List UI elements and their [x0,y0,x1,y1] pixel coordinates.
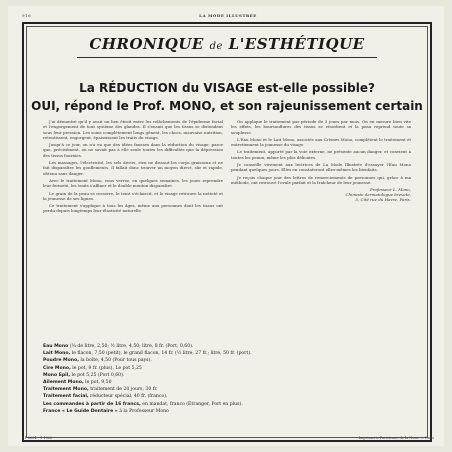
paragraph: Les massages, l'électricité, les sels divers, rien ne dissout les corps graisseux et ne fait disparaître les gonflements. Il fallait donc trouver un moyen direct, sûr et rapide, obtenu sans danger. [43,160,223,176]
price-row [43,393,415,400]
product-price: traitement de 20 jours, 30 fr. [88,387,158,393]
headline-line-2: OUI, répond le Prof. MONO, et son rajeunissement certain [31,99,423,113]
product-price: le flacon, 7,50 (petit), le grand flacon, 14 fr. (½ litre, 27 fr.; litre, 50 fr. (port). [70,351,252,357]
article-frame [22,22,432,442]
title-de: de [209,41,223,52]
product-name: Traitement facial, [43,394,89,400]
signature-address: 5, Cité rue du Havre, Paris. [355,197,411,203]
paragraph: Je reçois chaque jour des lettres de remerciements de personnes qui, grâce à ma méthode, ont retrouvé l'ovale parfait et la fraîcheur de leur jeunesse. [231,174,411,185]
price-row [43,343,415,350]
product-name: Lait Mono, [43,351,71,357]
product-name: Les commandes à partir de 16 francs, [43,401,141,407]
product-name: Cire Mono, [43,365,71,371]
paragraph: J'ai démontré qu'il y avait un lien étroit entre les relâchements de l'épiderme facial et l'engorgement de tout système des glandes. Il s'ensuit que les tissus se distendent sous leur pression. Les soins complétement longs gênent, les chocs, mauvaise nutrition, retentissent, engorgent, épaississent les traits du visage. [43,119,223,140]
price-row [43,372,415,379]
price-list [43,343,415,415]
product-price: le pot 5,25 (Port 0,60). [70,372,125,378]
paragraph: L'Eau Mono et le Lait Mono, associés aux Crèmes Mono, complètent le traitement et entretiennent la jeunesse du visage. [231,136,411,148]
magazine-name: LA MODE ILLUSTRÉE [199,13,257,18]
price-row [43,365,415,372]
price-row [43,379,415,386]
price-row [43,401,415,408]
product-price: à la Professeur Mono [117,408,169,414]
signature [231,187,411,202]
product-price: la boîte, 4,50 (Pour tous pays). [78,358,152,364]
footer-right: Imprimerie Parisienne de la Nouv. — Paris [358,436,434,440]
product-name: Traitement Mono, [43,387,89,393]
paragraph: Le traitement, apporté par la voie externe, ne présente aucun danger, et convient à toutes les peaux, même les plus délicates. [231,149,411,160]
product-price: réducteur spécial, 40 fr. (franco). [88,394,168,400]
price-row [43,386,415,393]
paragraph: On applique le traitement par période de 3 jours par mois. On en mesure bien vite les effets, les boursouflures des tissus se résorbent et la peau reprend toute sa souplesse. [231,119,411,135]
product-price: le pot, 9 fr. (plus). Le pot 5,25 [70,365,142,371]
right-column [231,119,411,202]
product-name: Ailement Mono, [43,380,84,386]
paragraph: Je conseille vivement aux lectrices de La Mode Illustrée d'essayer l'Eau Mono pendant quelques jours. Elles en constateront elles-mêmes les bienfaits. [231,162,411,173]
title-part1: CHRONIQUE [89,35,204,53]
price-row [43,350,415,357]
title-underline [77,57,377,58]
magazine-page [8,6,444,446]
article-title [27,35,427,53]
paragraph: Le grain de la peau se resserre, le teint s'éclaircit, et le visage retrouve la netteté et la jeunesse de ses lignes. [43,190,223,201]
product-name: Poudre Mono, [43,358,79,364]
paragraph: Jusqu'à ce jour, on n'a eu que des idées fausses dans la réduction du visage, parce que, précisément, on ne savait pas à elle seule toutes les difficultés que la dépression des tissus fournies. [43,142,223,158]
product-name: Eau Mono [43,344,69,349]
paragraph: Ce traitement s'applique à tous les âges, même aux personnes dont les tissus ont perdu depuis longtemps leur élasticité naturelle. [43,203,223,214]
price-row [43,408,415,415]
footer-left: 21-8004 - 1-1922 [22,436,53,440]
left-column [43,119,223,216]
price-row [43,357,415,364]
product-name: France « Le Guide Dentaire » [43,408,118,414]
title-part2: L'ESTHÉTIQUE [228,35,365,53]
product-price: en mandat, franco (Etranger, Port en plus). [140,401,243,407]
signature-title: Chimiste dermatologue breveté, [345,192,411,198]
product-price: le pot, 9,50 [83,380,112,386]
product-price: (¼ de litre, 2,50; ½ litre, 4,50; litre, 8 fr. (Port, 0,60). [68,344,194,349]
signature-name: Professeur L. Mono, [369,187,411,193]
page-number: 916 [22,13,32,18]
product-name: Mono Epil, [43,372,71,378]
article-frame-inner [26,26,428,438]
paragraph: Avec le traitement Mono, vous verrez, en quelques semaines, les joues reprendre leur fermeté, les traits s'affiner et le double menton disparaître. [43,177,223,189]
headline-line-1: La RÉDUCTION du VISAGE est-elle possible? [79,81,375,95]
